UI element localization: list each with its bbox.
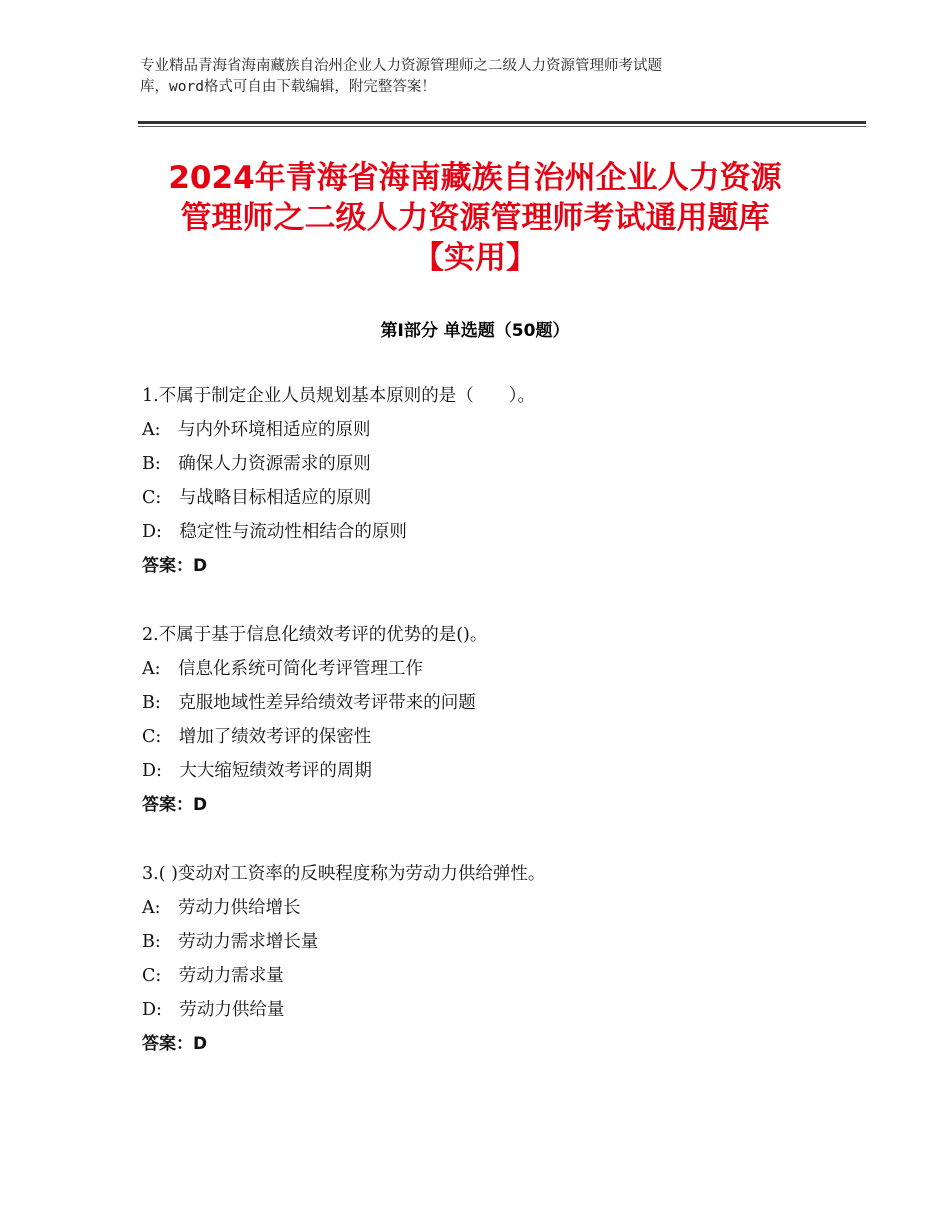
question-2	[142, 618, 842, 822]
option-c: C: 增加了绩效考评的保密性	[142, 727, 372, 747]
title-line-1: 2024年青海省海南藏族自治州企业人力资源	[168, 160, 782, 196]
title-line-2: 管理师之二级人力资源管理师考试通用题库	[180, 200, 770, 236]
header-line-2: 库，word格式可自由下载编辑，附完整答案！	[140, 79, 436, 95]
option-c: C: 劳动力需求量	[142, 966, 284, 986]
header-divider-thin	[138, 126, 866, 127]
option-a: A: 劳动力供给增长	[142, 898, 301, 918]
header-line-1: 专业精品青海省海南藏族自治州企业人力资源管理师之二级人力资源管理师考试题	[140, 58, 662, 74]
option-b: B: 劳动力需求增长量	[142, 932, 319, 952]
option-d: D: 劳动力供给量	[142, 1000, 285, 1020]
option-d: D: 稳定性与流动性相结合的原则	[142, 522, 407, 542]
answer-label: 答案：D	[142, 1034, 208, 1054]
section-heading: 第Ⅰ部分 单选题（50题）	[380, 321, 570, 341]
option-b: B: 确保人力资源需求的原则	[142, 454, 371, 474]
question-3	[142, 857, 842, 1061]
question-stem: 1.不属于制定企业人员规划基本原则的是（ ）。	[142, 386, 535, 406]
question-stem: 3.( )变动对工资率的反映程度称为劳动力供给弹性。	[142, 864, 546, 884]
title-line-3: 【实用】	[413, 240, 537, 276]
option-c: C: 与战略目标相适应的原则	[142, 488, 372, 508]
question-1	[142, 379, 842, 583]
question-stem: 2.不属于基于信息化绩效考评的优势的是()。	[142, 625, 488, 645]
document-header	[140, 56, 820, 98]
header-divider-thick	[138, 121, 866, 124]
answer-label: 答案：D	[142, 795, 208, 815]
option-a: A: 与内外环境相适应的原则	[142, 420, 371, 440]
answer-label: 答案：D	[142, 556, 208, 576]
option-d: D: 大大缩短绩效考评的周期	[142, 761, 372, 781]
document-title	[100, 158, 850, 278]
option-a: A: 信息化系统可简化考评管理工作	[142, 659, 424, 679]
option-b: B: 克服地域性差异给绩效考评带来的问题	[142, 693, 476, 713]
